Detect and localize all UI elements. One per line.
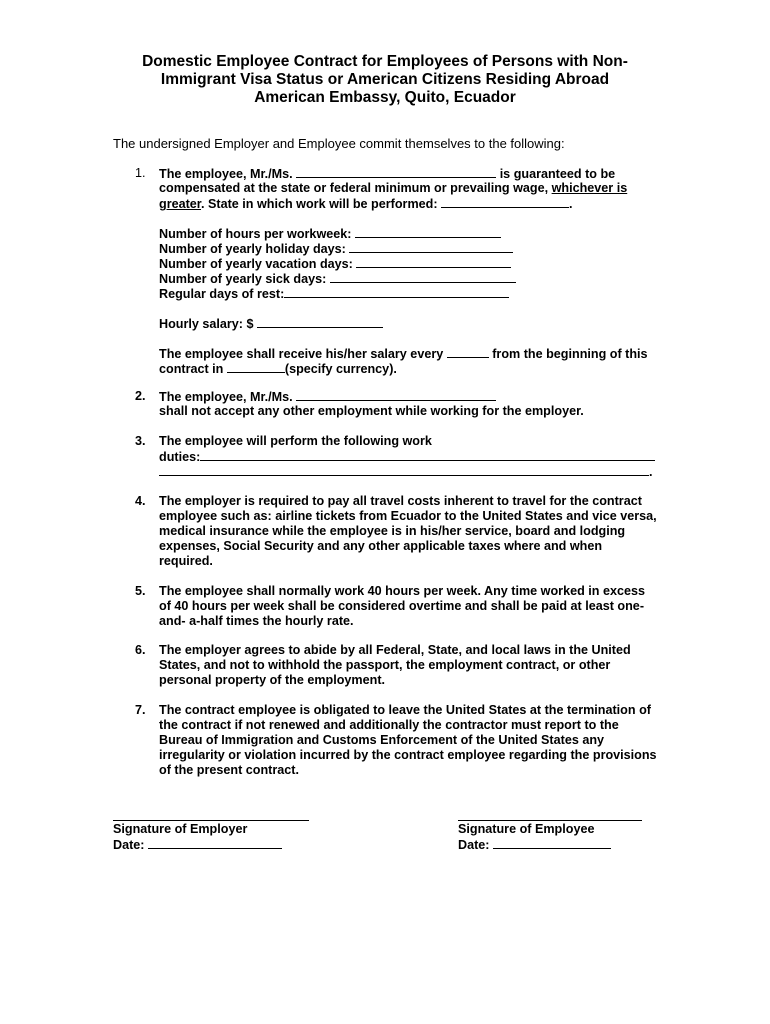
contract-text-b: (specify currency). xyxy=(284,362,397,376)
term-3-text-c: . xyxy=(649,465,653,479)
salary-label: Hourly salary: $ xyxy=(159,317,254,331)
duties-field-2[interactable] xyxy=(159,464,649,476)
duties-field-1[interactable] xyxy=(200,449,655,461)
rest-label: Regular days of rest: xyxy=(159,287,285,301)
rest-field[interactable] xyxy=(284,286,509,298)
term-3-text-b: duties: xyxy=(159,450,201,464)
receive-text-a: The employee shall receive his/her salary every xyxy=(159,347,444,361)
term-3-text-a: The employee will perform the following work xyxy=(159,434,432,448)
employer-date xyxy=(113,837,282,853)
term-2-text-a: The employee, Mr./Ms. xyxy=(159,390,293,404)
term-3-number: 3. xyxy=(135,434,146,448)
term-4-number: 4. xyxy=(135,494,146,508)
employer-date-label: Date: xyxy=(113,838,145,852)
holiday-label: Number of yearly holiday days: xyxy=(159,242,346,256)
term-1-text-e: greater xyxy=(159,197,202,211)
currency-field[interactable] xyxy=(227,361,285,373)
term-1-text-b: is guaranteed to be xyxy=(499,167,616,181)
vacation-label: Number of yearly vacation days: xyxy=(159,257,353,271)
term-5-number: 5. xyxy=(135,584,146,598)
employee-date-field[interactable] xyxy=(493,837,611,849)
employee-signature-label: Signature of Employee xyxy=(458,822,595,836)
term-2-text-b: shall not accept any other employment while working for the employer. xyxy=(159,404,584,418)
employee-name-field[interactable] xyxy=(296,166,496,178)
employee-date-label: Date: xyxy=(458,838,490,852)
title-line-1: Domestic Employee Contract for Employees of Persons with Non- xyxy=(142,53,628,70)
salary-field[interactable] xyxy=(257,316,383,328)
employer-signature-line[interactable] xyxy=(113,820,309,821)
term-5-line-3: and- a-half times the hourly rate. xyxy=(159,614,354,628)
term-1-number: 1. xyxy=(135,166,146,180)
term-1-text-g: . xyxy=(569,197,573,211)
term-6-line-2: States, and not to withhold the passport, the employment contract, or other xyxy=(159,658,611,672)
term-4-line-3: medical insurance while the employee is in his/her service, board and lodging xyxy=(159,524,626,538)
receive-text-b: from the beginning of this xyxy=(492,347,648,361)
employer-signature-label: Signature of Employer xyxy=(113,822,248,836)
term-2-number: 2. xyxy=(135,389,146,403)
sick-label: Number of yearly sick days: xyxy=(159,272,327,286)
vacation-field[interactable] xyxy=(356,256,511,268)
document-title xyxy=(0,53,770,107)
title-line-2: Immigrant Visa Status or American Citizens Residing Abroad xyxy=(160,71,610,88)
term-7-line-5: of the present contract. xyxy=(159,763,299,777)
term-6-number: 6. xyxy=(135,643,146,657)
term-4-line-4: expenses, Social Security and any other applicable taxes where and when xyxy=(159,539,603,553)
term-7-line-3: Bureau of Immigration and Customs Enforcement of the United States any xyxy=(159,733,605,747)
term-7-line-4: irregularity or violation incurred by the contract employee regarding the provisions xyxy=(159,748,657,762)
employee-date xyxy=(458,837,611,853)
term-1-text-d: whichever is xyxy=(551,181,628,195)
term-1-text-f: . State in which work will be performed: xyxy=(201,197,438,211)
holiday-field[interactable] xyxy=(349,241,513,253)
employee-signature-line[interactable] xyxy=(458,820,642,821)
term-7-line-1: The contract employee is obligated to leave the United States at the termination of xyxy=(159,703,651,717)
state-field[interactable] xyxy=(441,196,569,208)
employer-date-field[interactable] xyxy=(148,837,282,849)
term-4-line-2: employee such as: airline tickets from Ecuador to the United States and vice versa, xyxy=(159,509,657,523)
contract-text-a: contract in xyxy=(159,362,224,376)
pay-period-field[interactable] xyxy=(447,346,489,358)
hours-field[interactable] xyxy=(355,226,501,238)
sick-field[interactable] xyxy=(330,271,516,283)
term-5-line-1: The employee shall normally work 40 hours per week. Any time worked in excess xyxy=(159,584,645,598)
term-7-line-2: the contract if not renewed and additionally the contractor must report to the xyxy=(159,718,619,732)
term-7-number: 7. xyxy=(135,703,146,717)
term-1-text-a: The employee, Mr./Ms. xyxy=(159,167,293,181)
hours-label: Number of hours per workweek: xyxy=(159,227,352,241)
employee-name-field-2[interactable] xyxy=(296,389,496,401)
term-4-line-1: The employer is required to pay all travel costs inherent to travel for the contract xyxy=(159,494,642,508)
title-line-3: American Embassy, Quito, Ecuador xyxy=(254,89,516,106)
term-5-line-2: of 40 hours per week shall be considered overtime and shall be paid at least one- xyxy=(159,599,645,613)
term-1-text-c: compensated at the state or federal minimum or prevailing wage, xyxy=(159,181,549,195)
term-4-line-5: required. xyxy=(159,554,213,568)
term-6-line-1: The employer agrees to abide by all Federal, State, and local laws in the United xyxy=(159,643,631,657)
intro-text: The undersigned Employer and Employee commit themselves to the following: xyxy=(113,136,565,151)
term-6-line-3: personal property of the employment. xyxy=(159,673,386,687)
